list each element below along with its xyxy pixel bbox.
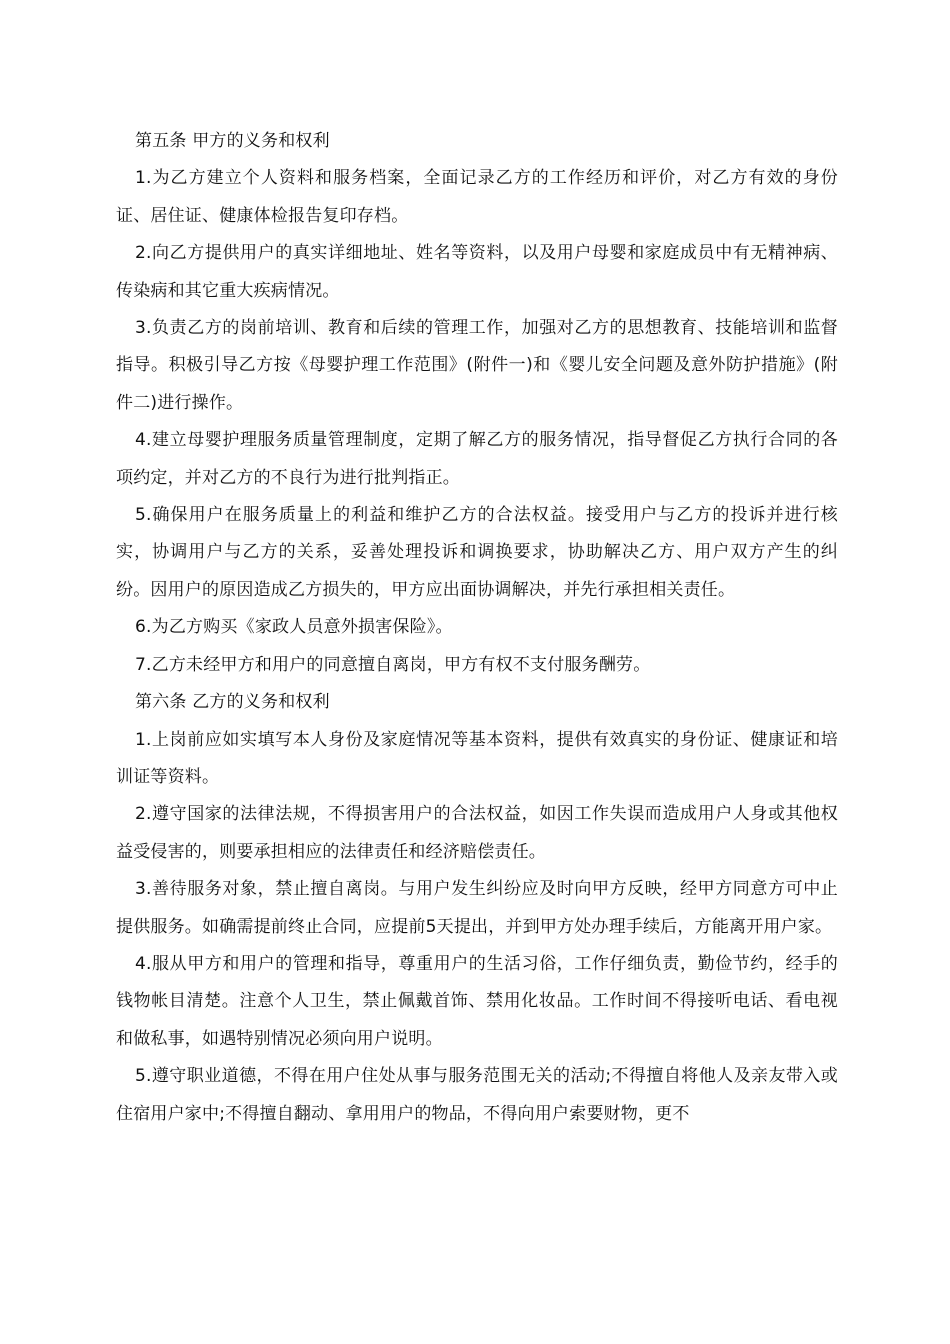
clause-paragraph: 1.为乙方建立个人资料和服务档案，全面记录乙方的工作经历和评价，对乙方有效的身份证、居住证、健康体检报告复印存档。 (116, 168, 838, 226)
clause-paragraph: 4.建立母婴护理服务质量管理制度，定期了解乙方的服务情况，指导督促乙方执行合同的各项约定，并对乙方的不良行为进行批判指正。 (116, 430, 838, 488)
clause-paragraph: 5.遵守职业道德，不得在用户住处从事与服务范围无关的活动;不得擅自将他人及亲友带入或住宿用户家中;不得擅自翻动、拿用用户的物品，不得向用户索要财物，更不 (116, 1066, 838, 1124)
document-body (116, 123, 838, 1133)
clause-paragraph: 4.服从甲方和用户的管理和指导，尊重用户的生活习俗，工作仔细负责，勤俭节约，经手的钱物帐目清楚。注意个人卫生，禁止佩戴首饰、禁用化妆品。工作时间不得接听电话、看电视和做私事，如遇特别情况必须向用户说明。 (116, 953, 838, 1049)
clause-paragraph: 7.乙方未经甲方和用户的同意擅自离岗，甲方有权不支付服务酬劳。 (135, 654, 651, 675)
clause-paragraph: 1.上岗前应如实填写本人身份及家庭情况等基本资料，提供有效真实的身份证、健康证和培训证等资料。 (116, 729, 838, 787)
clause-paragraph: 3.善待服务对象，禁止擅自离岗。与用户发生纠纷应及时向甲方反映，经甲方同意方可中止提供服务。如确需提前终止合同，应提前5天提出，并到甲方处办理手续后，方能离开用户家。 (116, 879, 838, 937)
clause-paragraph: 6.为乙方购买《家政人员意外损害保险》。 (135, 617, 453, 638)
section-heading: 第六条 乙方的义务和权利 (135, 692, 330, 713)
clause-paragraph: 2.向乙方提供用户的真实详细地址、姓名等资料，以及用户母婴和家庭成员中有无精神病、传染病和其它重大疾病情况。 (116, 243, 838, 301)
clause-paragraph: 5.确保用户在服务质量上的利益和维护乙方的合法权益。接受用户与乙方的投诉并进行核实，协调用户与乙方的关系，妥善处理投诉和调换要求，协助解决乙方、用户双方产生的纠纷。因用户的原因造成乙方损失的，甲方应出面协调解决，并先行承担相关责任。 (116, 505, 838, 600)
section-heading: 第五条 甲方的义务和权利 (135, 131, 330, 151)
clause-paragraph: 3.负责乙方的岗前培训、教育和后续的管理工作，加强对乙方的思想教育、技能培训和监督指导。积极引导乙方按《母婴护理工作范围》(附件一)和《婴儿安全问题及意外防护措施》(附件二)进行操作。 (116, 318, 838, 413)
clause-paragraph: 2.遵守国家的法律法规，不得损害用户的合法权益，如因工作失误而造成用户人身或其他权益受侵害的，则要承担相应的法律责任和经济赔偿责任。 (116, 804, 838, 862)
